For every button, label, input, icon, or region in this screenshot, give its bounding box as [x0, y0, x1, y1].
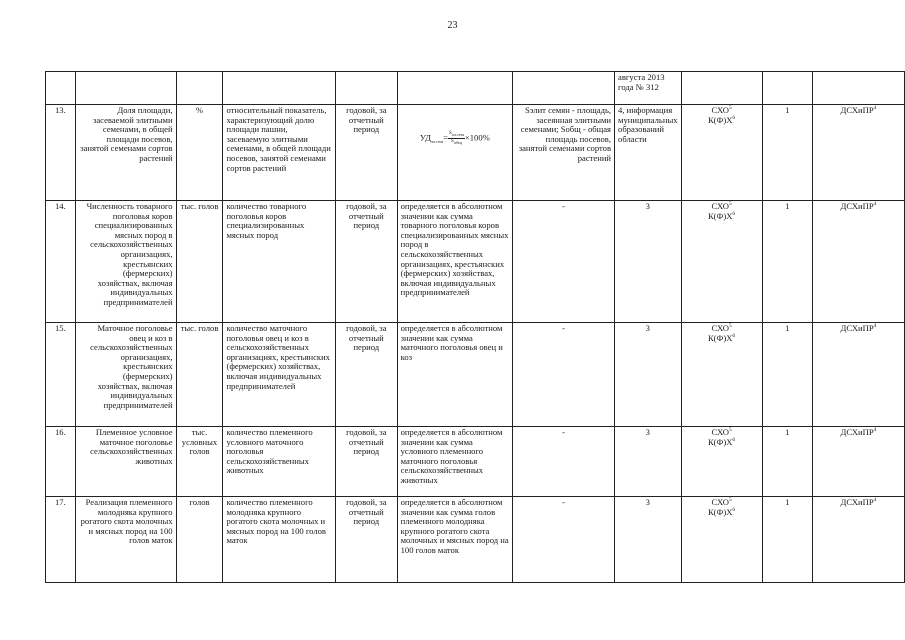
definition: количество племенного условного маточного поголовья сельскохозяйственных животных — [223, 427, 336, 497]
observation-forms: СХО$^5$ $К(Ф)Х^6$ — [681, 323, 762, 427]
indicators-table — [45, 71, 905, 583]
form-count: 1 — [762, 497, 812, 583]
row-number: 14. — [46, 201, 76, 323]
form-count: 1 — [762, 427, 812, 497]
table-row — [46, 201, 905, 323]
header-cell — [397, 72, 513, 105]
data-source: 3 — [615, 427, 682, 497]
indicator-name: Доля площади, засеваемой элитными семенами, в общей площади посевов, занятой семенами сортов растений — [75, 105, 176, 201]
table-row — [46, 427, 905, 497]
responsible-body: ДСХиПР$^4$ — [812, 497, 904, 583]
unit: % — [176, 105, 223, 201]
data-source: 4, информация муниципальных образований области — [615, 105, 682, 201]
periodicity: годовой, за отчетный период — [336, 201, 398, 323]
row-number: 17. — [46, 497, 76, 583]
indicator-name: Племенное условное маточное поголовье сельскохозяйственных животных — [75, 427, 176, 497]
table-header-row — [46, 72, 905, 105]
unit: тыс. голов — [176, 323, 223, 427]
table-row — [46, 105, 905, 201]
data-source: 3 — [615, 323, 682, 427]
periodicity: годовой, за отчетный период — [336, 497, 398, 583]
unit: голов — [176, 497, 223, 583]
header-cell — [812, 72, 904, 105]
table-row — [46, 497, 905, 583]
page-number: 23 — [447, 20, 458, 31]
calculation-method: определяется в абсолютном значении как сумма условного племенного маточного поголовья сельскохозяйственных животных — [397, 427, 513, 497]
calculation-formula: $УД_{эл.сем}=$ $\frac{\text{Sэл.сем}}{\text{Sобщ}}$ ×100% — [397, 105, 513, 201]
responsible-body: ДСХиПР$^4$ — [812, 427, 904, 497]
observation-forms: СХО$^5$ $К(Ф)Х^6$ — [681, 201, 762, 323]
periodicity: годовой, за отчетный период — [336, 427, 398, 497]
base-indicators: - — [513, 497, 615, 583]
indicator-name: Численность товарного поголовья коров специализированных мясных пород в сельскохозяйственных организациях, крестьянских (фермерских) хозяйствах, включая индивидуальных предпринимателей — [75, 201, 176, 323]
form-count: 1 — [762, 201, 812, 323]
calculation-method: определяется в абсолютном значении как сумма голов племенного молодняка крупного рогатого скота молочных и мясных пород на 100 голов маток — [397, 497, 513, 583]
base-indicators: Sэлит семян - площадь, засеянная элитными семенами; Sобщ - общая площадь посевов, занятой семенами сортов растений — [513, 105, 615, 201]
header-cell — [513, 72, 615, 105]
base-indicators: - — [513, 201, 615, 323]
definition: количество маточного поголовья овец и коз в сельскохозяйственных организациях, крестьянских (фермерских) хозяйствах, включая индивидуальных предпринимателей — [223, 323, 336, 427]
row-number: 16. — [46, 427, 76, 497]
periodicity: годовой, за отчетный период — [336, 323, 398, 427]
base-indicators: - — [513, 323, 615, 427]
indicator-name: Реализация племенного молодняка крупного рогатого скота молочных и мясных пород на 100 голов маток — [75, 497, 176, 583]
calculation-method: определяется в абсолютном значении как сумма маточного поголовья овец и коз — [397, 323, 513, 427]
calculation-method: определяется в абсолютном значении как сумма товарного поголовья коров специализированных мясных пород в сельскохозяйственных организациях, крестьянских (фермерских) хозяйствах, включая индивидуальных предпринимателей — [397, 201, 513, 323]
table-row — [46, 323, 905, 427]
header-cell — [75, 72, 176, 105]
observation-forms: СХО$^5$ $К(Ф)Х^6$ — [681, 497, 762, 583]
base-indicators: - — [513, 427, 615, 497]
approval-ref: августа 2013 года № 312 — [615, 72, 682, 105]
indicator-name: Маточное поголовье овец и коз в сельскохозяйственных организациях, крестьянских (фермерских) хозяйствах, включая индивидуальных предпринимателей — [75, 323, 176, 427]
data-source: 3 — [615, 201, 682, 323]
unit: тыс. условных голов — [176, 427, 223, 497]
observation-forms: СХО$^5$ $К(Ф)Х^6$ — [681, 427, 762, 497]
form-count: 1 — [762, 105, 812, 201]
responsible-body: ДСХиПР$^4$ — [812, 323, 904, 427]
header-cell — [223, 72, 336, 105]
definition: относительный показатель, характеризующий долю площади пашни, засеваемую элитными семенами, в общей площади посевов, занятой семенами сортов растений — [223, 105, 336, 201]
definition: количество племенного молодняка крупного рогатого скота молочных и мясных пород на 100 голов маток — [223, 497, 336, 583]
observation-forms: СХО$^5$ $К(Ф)Х^6$ — [681, 105, 762, 201]
header-cell — [46, 72, 76, 105]
header-cell — [176, 72, 223, 105]
responsible-body: ДСХиПР$^4$ — [812, 105, 904, 201]
row-number: 13. — [46, 105, 76, 201]
unit: тыс. голов — [176, 201, 223, 323]
header-cell — [681, 72, 762, 105]
responsible-body: ДСХиПР$^4$ — [812, 201, 904, 323]
row-number: 15. — [46, 323, 76, 427]
form-count: 1 — [762, 323, 812, 427]
data-source: 3 — [615, 497, 682, 583]
periodicity: годовой, за отчетный период — [336, 105, 398, 201]
definition: количество товарного поголовья коров специализированных мясных пород — [223, 201, 336, 323]
header-cell — [336, 72, 398, 105]
header-cell — [762, 72, 812, 105]
